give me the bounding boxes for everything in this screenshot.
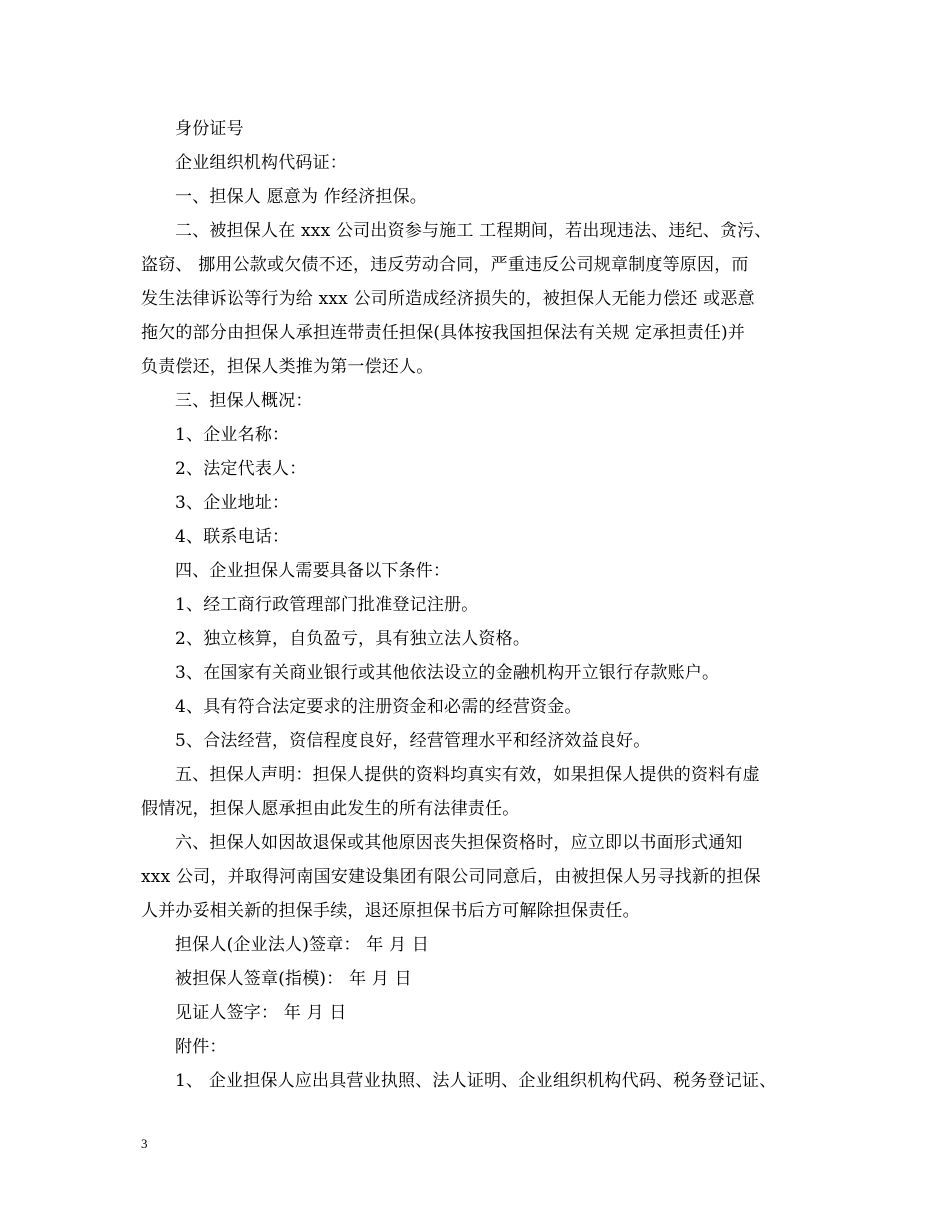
clause-5-line-2: 假情况，担保人愿承担由此发生的所有法律责任。 [141, 799, 520, 819]
id-number-line: 身份证号 [175, 119, 244, 139]
clause-3-item-3: 3、企业地址： [175, 493, 290, 513]
clause-3-heading: 三、担保人概况： [175, 391, 313, 411]
clause-4-heading: 四、企业担保人需要具备以下条件： [175, 561, 451, 581]
clause-6-line-1: 六、担保人如因故退保或其他原因丧失担保资格时，应立即以书面形式通知 [175, 833, 743, 853]
clause-5-line-1: 五、担保人声明：担保人提供的资料均真实有效，如果担保人提供的资料有虚 [175, 765, 760, 785]
clause-4-item-2: 2、独立核算，自负盈亏，具有独立法人资格。 [175, 629, 531, 649]
clause-2-line-2: 盗窃、 挪用公款或欠债不还，违反劳动合同，严重违反公司规章制度等原因，而 [141, 255, 749, 275]
clause-3-item-2: 2、法定代表人： [175, 459, 307, 479]
clause-4-item-5: 5、合法经营，资信程度良好，经营管理水平和经济效益良好。 [175, 731, 651, 751]
guarantor-signature-line: 担保人(企业法人)签章： 年 月 日 [175, 935, 430, 955]
witness-signature-line: 见证人签字： 年 月 日 [175, 1003, 347, 1023]
clause-4-item-3: 3、在国家有关商业银行或其他依法设立的金融机构开立银行存款账户。 [175, 663, 720, 683]
clause-6-line-2: xxx 公司，并取得河南国安建设集团有限公司同意后，由被担保人另寻找新的担保 [141, 867, 761, 887]
clause-1: 一、担保人 愿意为 作经济担保。 [175, 187, 428, 207]
clause-2-line-1: 二、被担保人在 xxx 公司出资参与施工 工程期间，若出现违法、违纪、贪污、 [175, 221, 772, 241]
clause-4-item-4: 4、具有符合法定要求的注册资金和必需的经营资金。 [175, 697, 582, 717]
attachment-item-1: 1、 企业担保人应出具营业执照、法人证明、企业组织机构代码、税务登记证、 [175, 1071, 777, 1091]
clause-3-item-1: 1、企业名称： [175, 425, 290, 445]
guaranteed-party-signature-line: 被担保人签章(指模)： 年 月 日 [175, 969, 412, 989]
clause-2-line-4: 拖欠的部分由担保人承担连带责任担保(具体按我国担保法有关规 定承担责任)并 [141, 323, 746, 343]
page-number: 3 [141, 1136, 148, 1151]
clause-2-line-3: 发生法律诉讼等行为给 xxx 公司所造成经济损失的，被担保人无能力偿还 或恶意 [141, 289, 755, 309]
clause-6-line-3: 人并办妥相关新的担保手续，退还原担保书后方可解除担保责任。 [141, 901, 640, 921]
clause-2-line-5: 负责偿还，担保人类推为第一偿还人。 [141, 357, 434, 377]
attachments-heading: 附件： [175, 1037, 227, 1057]
org-code-line: 企业组织机构代码证： [175, 153, 347, 173]
clause-3-item-4: 4、联系电话： [175, 527, 290, 547]
clause-4-item-1: 1、经工商行政管理部门批准登记注册。 [175, 595, 479, 615]
